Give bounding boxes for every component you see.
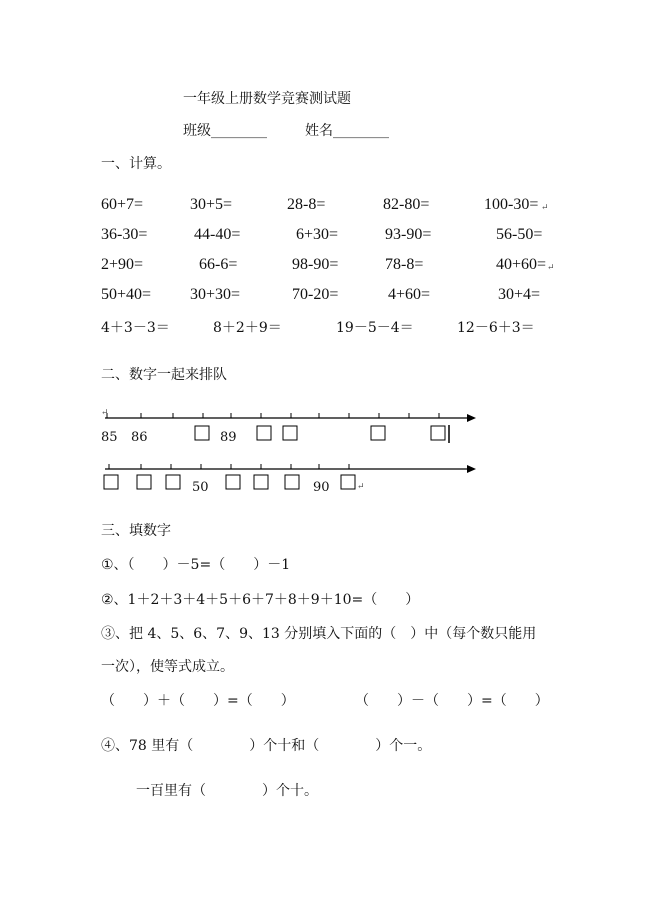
answer-box bbox=[371, 426, 385, 440]
calc-item: 56-50= bbox=[496, 226, 543, 243]
question-4: ④、78 里有（ ）个十和（ ）个一。 bbox=[101, 738, 432, 754]
calc-item: 40+60= bbox=[496, 256, 547, 273]
answer-box bbox=[431, 426, 445, 440]
number-line-label: 86 bbox=[131, 430, 148, 445]
section2-heading: 二、数字一起来排队 bbox=[101, 367, 227, 383]
question-3-cont: 一次），使等式成立。 bbox=[101, 659, 234, 675]
calc-item: 30+4= bbox=[498, 286, 541, 303]
paragraph-mark-icon: ↵ bbox=[541, 203, 549, 213]
calc-item: 66-6= bbox=[199, 256, 238, 273]
calc-item: 4+60= bbox=[388, 286, 431, 303]
calc-item: 98-90= bbox=[292, 256, 339, 273]
calc-item: 30+30= bbox=[190, 286, 241, 303]
answer-box bbox=[285, 475, 299, 489]
question-1: ①、（ ）－5=（ ）－1 bbox=[101, 557, 291, 573]
answer-box bbox=[283, 426, 297, 440]
calc-item: 100-30= bbox=[484, 196, 539, 213]
page-title: 一年级上册数学竞赛测试题 bbox=[183, 91, 351, 107]
number-line-label: 90 bbox=[313, 480, 330, 495]
calc-item: 30+5= bbox=[190, 196, 233, 213]
answer-box bbox=[254, 475, 268, 489]
paragraph-mark-icon: ↵ bbox=[357, 482, 365, 492]
calc-item: 82-80= bbox=[383, 196, 430, 213]
calc-item: 70-20= bbox=[292, 286, 339, 303]
answer-box bbox=[104, 475, 118, 489]
number-line-label: 85 bbox=[101, 430, 118, 445]
calc-item: 78-8= bbox=[385, 256, 424, 273]
answer-box bbox=[226, 475, 240, 489]
question-3: ③、把 4、5、6、7、9、13 分别填入下面的（ ）中（每个数只能用 bbox=[101, 626, 537, 642]
paragraph-mark-icon: ↵ bbox=[547, 263, 555, 273]
number-line-label: 89 bbox=[220, 430, 237, 445]
calc-item: 8＋2＋9＝ bbox=[213, 320, 282, 336]
calc-item: 50+40= bbox=[101, 286, 152, 303]
class-field-label: 班级________ bbox=[183, 123, 267, 139]
answer-box bbox=[195, 426, 209, 440]
answer-box bbox=[166, 475, 180, 489]
paragraph-mark-icon: ↵ bbox=[101, 408, 109, 418]
answer-box bbox=[257, 426, 271, 440]
number-line-label: 50 bbox=[192, 480, 209, 495]
calc-item: 2+90= bbox=[101, 256, 144, 273]
calc-item: 28-8= bbox=[287, 196, 326, 213]
calc-item: 36-30= bbox=[101, 226, 148, 243]
question-2: ②、1＋2＋3＋4＋5＋6＋7＋8＋9＋10=（ ） bbox=[101, 592, 420, 608]
calc-item: 60+7= bbox=[101, 196, 144, 213]
calc-item: 93-90= bbox=[385, 226, 432, 243]
calc-item: 44-40= bbox=[194, 226, 241, 243]
answer-box bbox=[341, 475, 355, 489]
calc-item: 6+30= bbox=[296, 226, 339, 243]
equation-right: （ ）－（ ）=（ ） bbox=[355, 693, 549, 709]
equation-left: （ ）＋（ ）=（ ） bbox=[101, 693, 295, 709]
calc-item: 4＋3－3＝ bbox=[101, 320, 170, 336]
calc-item: 12－6＋3＝ bbox=[457, 320, 535, 336]
name-field-label: 姓名________ bbox=[305, 123, 389, 139]
question-4-cont: 一百里有（ ）个十。 bbox=[136, 783, 318, 799]
number-line-1 bbox=[105, 413, 476, 422]
calc-item: 19－5－4＝ bbox=[336, 320, 414, 336]
answer-box bbox=[137, 475, 151, 489]
section3-heading: 三、填数字 bbox=[101, 523, 171, 539]
number-line-2 bbox=[105, 464, 476, 473]
section1-heading: 一、计算。 bbox=[101, 156, 171, 172]
